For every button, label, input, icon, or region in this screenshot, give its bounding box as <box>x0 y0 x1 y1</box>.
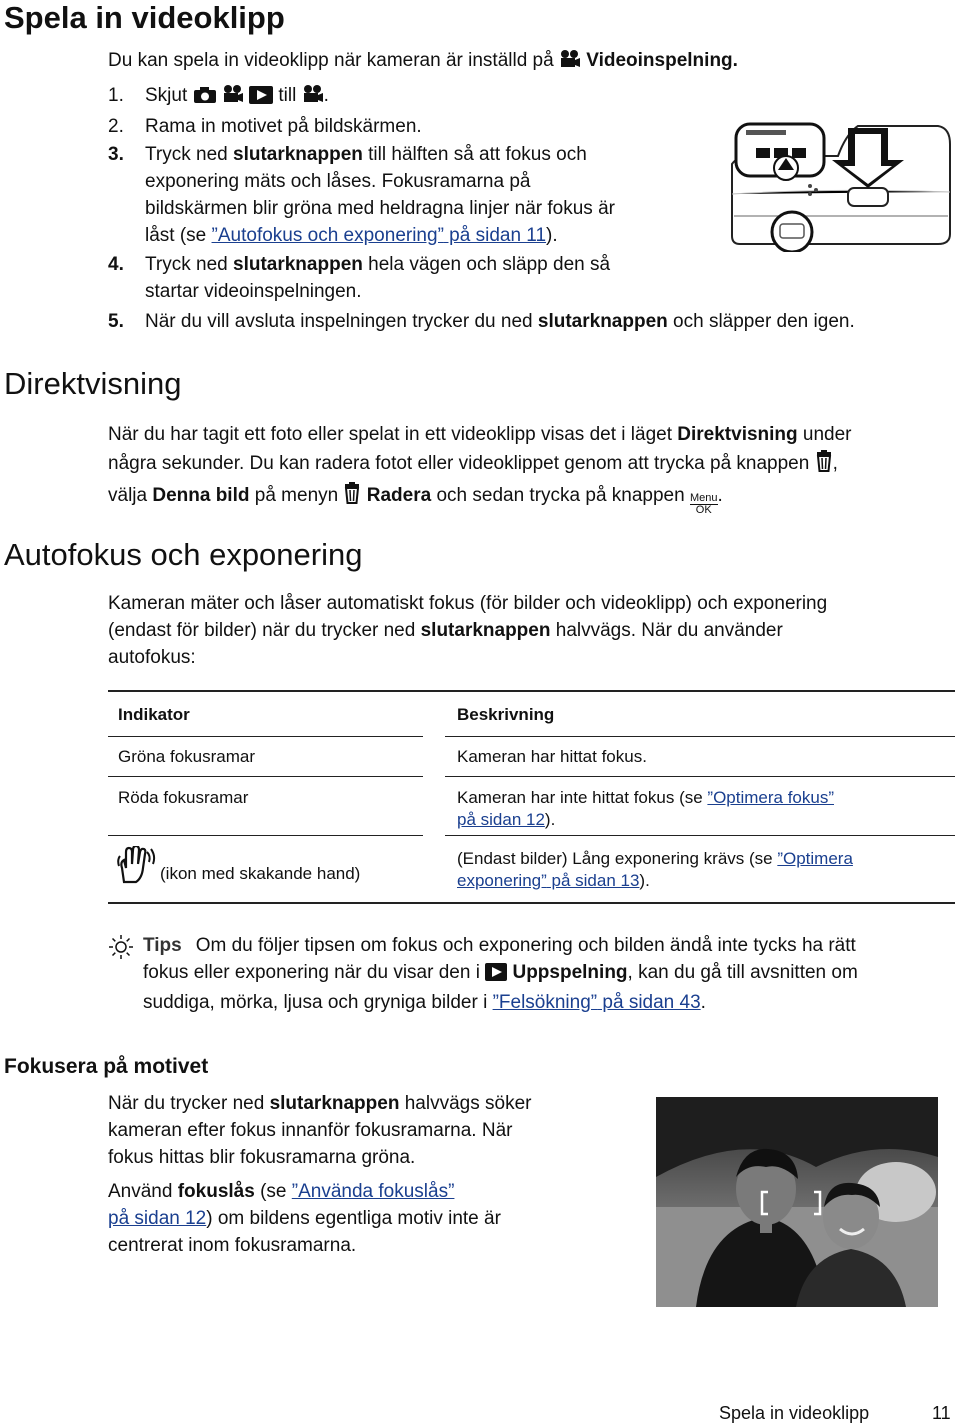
table-row-indicator: (ikon med skakande hand) <box>160 864 361 883</box>
link-sidan-12-fokuslas[interactable]: på sidan 12 <box>108 1208 207 1229</box>
autofokus-paragraph: Kameran mäter och låser automatiskt fokus (för bilder och videoklipp) och exponering (endast för bilder) när du trycker ned slutarknappen halvvägs. När du använder autofokus: <box>108 593 828 668</box>
play-icon <box>249 85 273 112</box>
link-optimera-exponering[interactable]: ”Optimera <box>777 849 853 868</box>
tips-label: Tips <box>143 935 182 956</box>
step-1: 1. Skjut till . <box>108 82 124 109</box>
link-autofokus-och-exponering[interactable]: ”Autofokus och exponering” på sidan 11 <box>211 225 547 246</box>
play-icon <box>485 962 507 989</box>
footer-page-number: 11 <box>932 1403 951 1423</box>
menu-ok-icon: Menu OK <box>689 492 718 516</box>
section-heading-direktvisning: Direktvisning <box>4 366 182 401</box>
section-heading-autofokus: Autofokus och exponering <box>4 537 363 572</box>
table-top-rule <box>108 690 955 692</box>
trash-icon <box>815 450 833 481</box>
step-4: 4. Tryck ned slutarknappen hela vägen och släpp den så startar videoinspelningen. <box>108 254 611 302</box>
step-2: 2. Rama in motivet på bildskärmen. <box>108 116 422 137</box>
section-heading-fokusera: Fokusera på motivet <box>4 1055 209 1078</box>
link-felsokning[interactable]: ”Felsökning” på sidan 43 <box>492 992 701 1013</box>
tips-box: Tips Om du följer tipsen om fokus och exponering och bilden ändå inte tycks ha rätt fokus eller exponering när du visar den i Uppspelning, kan du gå till avsnitten om suddiga, mörka, ljusa och gryniga bilder i ”Felsökning” på sidan 43. <box>143 935 858 1013</box>
table-header-beskrivning: Beskrivning <box>457 705 555 724</box>
video-camera-icon <box>302 84 324 112</box>
camera-icon <box>193 85 217 112</box>
trash-icon <box>343 482 361 513</box>
table-row-indicator: Röda fokusramar <box>118 788 249 807</box>
link-sidan-12[interactable]: på sidan 12 <box>457 810 545 829</box>
lightbulb-icon <box>108 934 134 965</box>
indicator-table <box>108 690 955 905</box>
camera-top-illustration <box>728 104 954 252</box>
shaking-hand-icon <box>116 846 156 890</box>
table-row-indicator: Gröna fokusramar <box>118 747 255 766</box>
link-optimera-fokus[interactable]: ”Optimera fokus” <box>707 788 834 807</box>
direktvisning-paragraph: När du har tagit ett foto eller spelat in ett videoklipp visas det i läget Direktvisning under några sekunder. Du kan radera fotot eller videoklippet genom att trycka på knappen , välja Denna bild på menyn Radera och sedan trycka på knappen Menu OK . <box>108 424 852 516</box>
link-optimera-exponering-cont[interactable]: exponering” på sidan 13 <box>457 871 640 890</box>
table-row-description: (Endast bilder) Lång exponering krävs (se ”Optimera exponering” på sidan 13). <box>457 849 853 890</box>
fokusera-paragraph-2: Använd fokuslås (se ”Använda fokuslås” på sidan 12) om bildens egentliga motiv inte är centrerat inom fokusramarna. <box>108 1181 501 1256</box>
table-header-indikator: Indikator <box>118 705 190 724</box>
table-row-description: Kameran har hittat fokus. <box>457 747 647 766</box>
step-5: 5. När du vill avsluta inspelningen trycker du ned slutarknappen och släpper den igen. <box>108 311 855 332</box>
intro-paragraph: Du kan spela in videoklipp när kameran är inställd på Videoinspelning. <box>108 47 738 77</box>
video-camera-icon <box>559 49 581 77</box>
fokusera-paragraph-1: När du trycker ned slutarknappen halvvägs söker kameran efter fokus innanför fokusramarna. När fokus hittas blir fokusramarna gröna. <box>108 1093 532 1168</box>
two-boys-photo <box>656 1097 938 1307</box>
step-3: 3. Tryck ned slutarknappen till hälften så att fokus och exponering mäts och låses. Fokusramarna på bildskärmen blir gröna med heldragna linjer när fokus är låst (se ”Autofokus och exponering” på sidan 11). <box>108 144 615 246</box>
table-bottom-rule <box>108 902 955 904</box>
table-row-description: Kameran har inte hittat fokus (se ”Optimera fokus” på sidan 12). <box>457 788 834 829</box>
link-anvanda-fokuslas[interactable]: ”Använda fokuslås” <box>291 1181 455 1202</box>
footer-section-name: Spela in videoklipp <box>719 1403 870 1423</box>
video-camera-icon <box>222 84 244 112</box>
page-title: Spela in videoklipp <box>4 0 285 35</box>
